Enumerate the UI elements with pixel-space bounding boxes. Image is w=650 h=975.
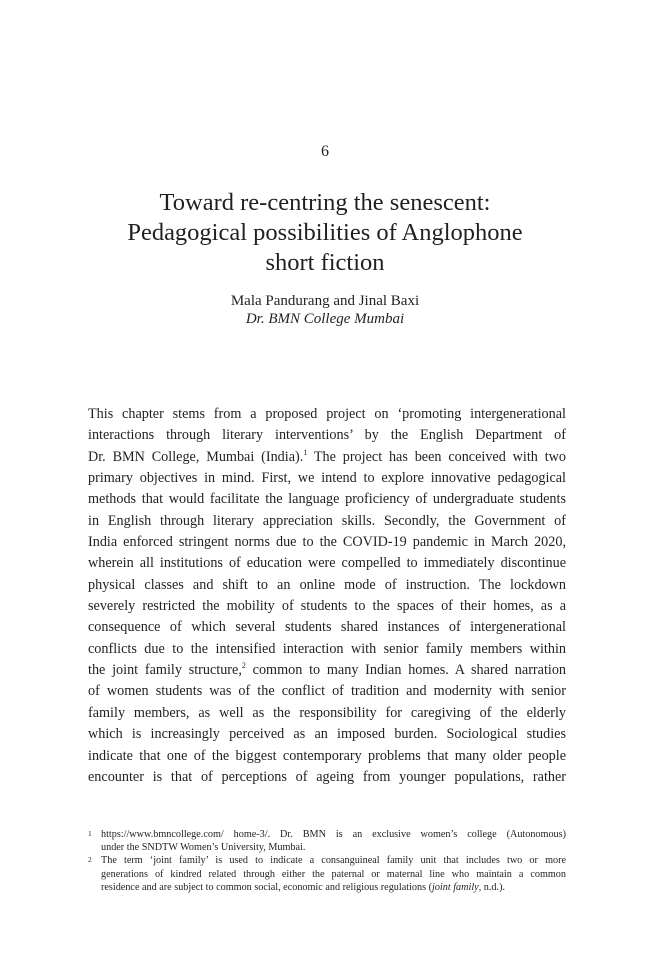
author-names: Mala Pandurang and Jinal Baxi	[230, 293, 420, 309]
body-line	[88, 447, 566, 468]
body-line-text: common to many Indian homes. A shared narration	[245, 662, 567, 679]
chapter-title-line: Pedagogical possibilities of Anglophone	[127, 219, 523, 246]
chapter-number: 6	[321, 143, 329, 160]
body-line: encounter is that of perceptions of ageing from younger populations, rather	[88, 768, 566, 785]
body-line-text: the joint family structure,	[88, 662, 242, 679]
body-line: in English through literary appreciation skills. Secondly, the Government of	[88, 512, 566, 529]
author-affiliation: Dr. BMN College Mumbai	[245, 311, 405, 327]
chapter-title-line: short fiction	[265, 249, 385, 276]
footnote	[88, 854, 566, 894]
byline	[0, 292, 650, 328]
body-line: which is increasingly perceived as an imposed burden. Sociological studies	[88, 726, 566, 743]
footnote-citation: joint family	[431, 881, 479, 893]
body-paragraph	[88, 404, 566, 788]
body-line: methods that would facilitate the language proficiency of undergraduate students	[88, 491, 566, 508]
body-line: physical classes and shift to an online mode of instruction. The lockdown	[88, 576, 566, 593]
body-line: primary objectives in mind. First, we intend to explore innovative pedagogical	[88, 470, 566, 487]
body-line: of women students was of the conflict of tradition and modernity with senior	[88, 683, 566, 700]
footnote-ref: 2	[241, 661, 246, 671]
body-line: This chapter stems from a proposed project on ‘promoting intergenerational	[88, 406, 566, 422]
body-line: indicate that one of the biggest contemporary problems that many older people	[88, 747, 566, 764]
footnote	[88, 828, 566, 854]
body-line	[88, 660, 566, 681]
footnotes	[88, 828, 566, 894]
body-line: severely restricted the mobility of students to the spaces of their homes, as a	[88, 598, 566, 615]
footnote-mark: 2	[88, 855, 92, 865]
body-line: India enforced stringent norms due to the COVID-19 pandemic in March 2020,	[88, 534, 566, 551]
footnote-line: The term ‘joint family’ is used to indicate a consanguineal family unit that includes two or more	[101, 855, 566, 867]
footnote-line-text: , n.d.).	[478, 881, 506, 893]
body-line: interactions through literary interventions’ by the English Department of	[88, 427, 566, 444]
footnote-mark: 1	[88, 829, 92, 838]
footnote-line: generations of kindred related through either the paternal or maternal line who maintain a common	[101, 868, 566, 880]
body-line: family members, as well as the responsibility for caregiving of the elderly	[88, 704, 566, 721]
chapter-title	[60, 188, 590, 278]
chapter-title-line: Toward re-centring the senescent:	[159, 189, 491, 216]
footnote-line: https://www.bmncollege.com/ home-3/. Dr. BMN is an exclusive women’s college (Autonomous)	[101, 829, 566, 840]
body-line: wherein all institutions of education were compelled to immediately discontinue	[88, 555, 566, 572]
footnote-line	[101, 881, 566, 894]
body-line: conflicts due to the intensified interaction with senior family members within	[88, 640, 566, 657]
footnote-ref: 1	[303, 447, 308, 457]
body-line-text: The project has been conceived with two	[307, 448, 566, 465]
footnote-line: under the SNDTW Women’s University, Mumbai.	[101, 842, 306, 854]
body-line: consequence of which several students shared instances of intergenerational	[88, 619, 566, 636]
footnote-line-text: residence and are subject to common social, economic and religious regulations (	[101, 881, 432, 893]
body-line-text: Dr. BMN College, Mumbai (India).	[88, 448, 304, 465]
